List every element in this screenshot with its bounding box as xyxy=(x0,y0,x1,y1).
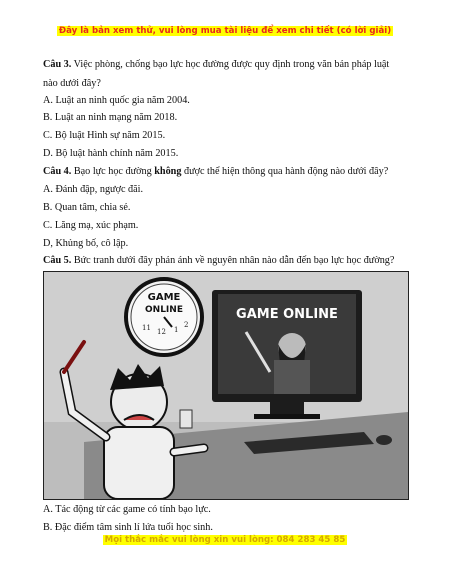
q4-text-after: được thể hiện thông qua hành động nào dưới đây? xyxy=(181,166,389,177)
preview-banner-text: Đây là bản xem thử, vui lòng mua tài liệu để xem chi tiết (có lời giải) xyxy=(58,26,392,36)
q3-stem-line2: nào dưới đây? xyxy=(43,78,101,89)
contact-banner xyxy=(0,535,450,545)
clock-text-game: GAME xyxy=(147,292,181,303)
q4-option-a: A. Đánh đập, ngược đãi. xyxy=(43,184,144,195)
q5-option-a: A. Tác động từ các game có tính bạo lực. xyxy=(43,504,211,515)
q4-option-c: C. Lăng mạ, xúc phạm. xyxy=(43,220,139,231)
q3-option-a: A. Luật an ninh quốc gia năm 2004. xyxy=(43,95,190,106)
q5-stem xyxy=(43,254,413,267)
q5-text: Bức tranh dưới đây phản ánh về nguyên nhân nào dẫn đến bạo lực học đường? xyxy=(71,255,395,266)
game-violence-illustration xyxy=(43,271,409,500)
monitor-icon xyxy=(212,290,362,419)
monitor-screen-text: GAME ONLINE xyxy=(236,307,338,322)
q3-option-b: B. Luật an ninh mạng năm 2018. xyxy=(43,112,178,123)
q3-option-c: C. Bộ luật Hình sự năm 2015. xyxy=(43,130,166,141)
clock-number-12: 12 xyxy=(157,328,166,336)
q5-label: Câu 5. xyxy=(43,255,72,266)
q3-text-line1: Việc phòng, chống bạo lực học đường được quy định trong văn bản pháp luật xyxy=(71,59,390,70)
q5-option-b: B. Đặc điểm tâm sinh lí lứa tuổi học sinh. xyxy=(43,522,213,533)
clock-text-online: ONLINE xyxy=(145,305,183,315)
q4-option-b: B. Quan tâm, chia sẻ. xyxy=(43,202,131,213)
clock-number-1: 1 xyxy=(174,326,179,334)
q4-option-d: D, Khủng bố, cô lập. xyxy=(43,238,129,249)
contact-banner-text: Mọi thắc mắc vui lòng xin vui lòng: 084 283 45 85 xyxy=(104,535,346,545)
q3-label: Câu 3. xyxy=(43,59,72,70)
clock-icon xyxy=(126,279,202,355)
q4-label: Câu 4. xyxy=(43,166,72,177)
q4-text-before: Bạo lực học đường xyxy=(71,166,155,177)
clock-number-11: 11 xyxy=(142,324,151,332)
q3-stem-line1 xyxy=(43,58,413,71)
q4-emphasis: không xyxy=(154,166,182,177)
q4-stem xyxy=(43,165,413,178)
clock-number-2: 2 xyxy=(184,321,189,329)
q3-option-d: D. Bộ luật hành chính năm 2015. xyxy=(43,148,179,159)
preview-banner xyxy=(0,26,450,36)
